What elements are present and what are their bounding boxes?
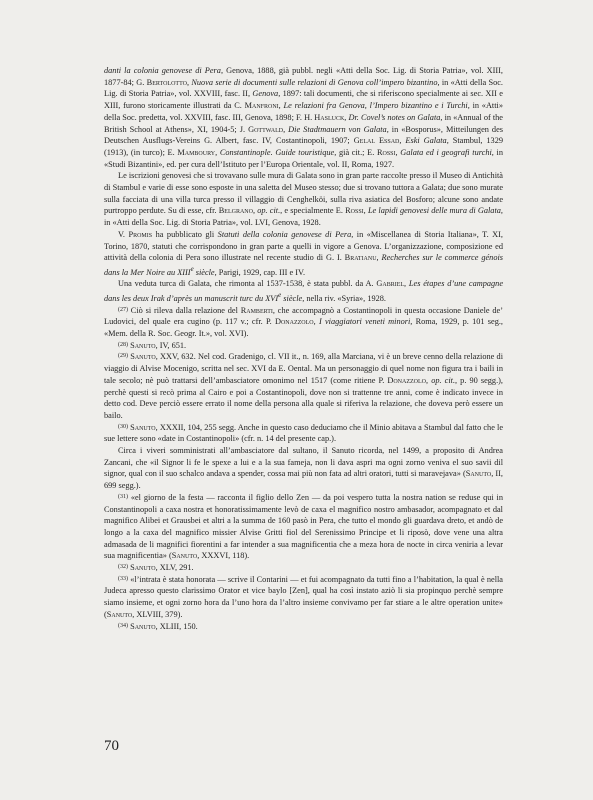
paragraph: Una veduta turca di Galata, che rimonta al 1537-1538, è stata pubbl. da A. Gabriel, Les étapes d’une campagne dans les deux Irak d’après un manuscrit turc du XVIe siècle, nella riv. «Syria», 1928. bbox=[104, 279, 503, 303]
paragraph: $^{(31)}$ «el giorno de la festa — racconta il figlio dello Zen — da poi vespero tutta la nostra nation se reduse qui in Constantinopoli a caxa nostra et honoratissimamente levò de caxa el magnifico nostro ambasador, acompagnato et dal magnifico Alibei et Grausbei et altri a la summa de 160 pasò in Pera, che tutto el mondo gli guardava dreto, et andò de longo a la caxa del magnifico missier Alvise Gritti fiol del Serenissimo Principe et li riposò, dove vene una altra admasada de li magnifici fiorentini a far intender a sua magnificentia che a meza hora de nocte in circa veniria a levar sua magnificentia» (Sanuto, XXXVI, 118). bbox=[104, 492, 503, 561]
page-number: 70 bbox=[104, 738, 119, 754]
paragraph: $^{(32)}$ Sanuto, XLV, 291. bbox=[118, 563, 194, 573]
paragraph: $^{(34)}$ Sanuto, XLIII, 150. bbox=[118, 621, 198, 631]
paragraph: $^{(33)}$ «l’intrata è stata honorata — scrive il Contarini — et fui acompagnato da tutti fino a l’habitation, la qual è nella Judeca apresso questo clarissimo Orator et vice baylo [Zen], qual ha così instato aziò li sia propinquo perchè sempre siamo insieme, et ogni zorno hora da l’uno hora da l’altro insieme convivamo per far stiare a le altre operation unite» (Sanuto, XLVIII, 379). bbox=[104, 574, 503, 619]
paragraph: $^{(30)}$ Sanuto, XXXII, 104, 255 segg. Anche in questo caso deduciamo che il Minio abitava a Stambul dal fatto che le sue lettere sono «date in Costantinopoli» (cfr. n. 14 del presente cap.). bbox=[104, 422, 504, 444]
paragraph: Circa i viveri somministrati all’ambasciatore dal sultano, il Sanuto ricorda, nel 1499, a proposito di Andrea Zancani, che «il Signor li fe le spexe a lui e a la sua fameja, non li dava aspri ma ogni zorno veniva el suo savii dil signor, qual con il suo schalco andava a spender, cossa mai più non fata ad altri oratori, tutti si maravejava» (Sanuto, II, 699 segg.). bbox=[104, 446, 504, 491]
paragraph: $^{(27)}$ Ciò si rileva dalla relazione del Ramberti, che accompagnò a Costantinopoli in questa occasione Daniele de’ Ludovici, del quale era cugino (p. 117 v.; cfr. P. Donazzolo, I viaggiatori veneti minori, Roma, 1929, p. 101 seg., «Mem. della R. Soc. Geogr. It.», vol. XVI). bbox=[104, 305, 504, 338]
paragraph: Le iscrizioni genovesi che si trovavano sulle mura di Galata sono in gran parte raccolte presso il Museo di Antichità di Stambul e varie di esse sono esposte in una saletta del Museo stesso; due si trovano tuttora a Galata; due sono murate sulla facciata di una villa turca presso il villaggio di Cenghelköi, sulla riva asiatica del Bosforo; alcune sono andate purtroppo perdute. Su di esse, cfr. Belgrano, op. cit., e specialmente E. Rossi, Le lapidi genovesi delle mura di Galata, in «Atti della Soc. Lig. di Storia Patria», vol. LVI, Genova, 1928. bbox=[104, 171, 503, 228]
paragraph: V. Promis ha pubblicato gli Statuti della colonia genovese di Pera, in «Miscellanea di Storia Italiana», T. XI, Torino, 1870, statuti che corrispondono in gran parte a quelli in vigore a Genova. L’organizzazione, composizione ed attività della colonia di Pera sono illustrate nel recente studio di G. I. Bratianu, Recherches sur le commerce génois dans la Mer Noire au XIIIe siècle, Parigi, 1929, cap. III e IV. bbox=[104, 229, 504, 277]
paragraph: $^{(29)}$ Sanuto, XXV, 632. Nel cod. Gradenigo, cl. VII it., n. 169, alla Marciana, vi è un breve cenno della relazione di viaggio di Alvise Mocenigo, scritta nel sec. XVI da E. Oental. Ma un personaggio di quel nome non figura tra i baili in tale secolo; nè può trattarsi dell’ambasciatore omonimo nel 1517 (come ritiene P. Donazzolo, op. cit., p. 90 segg.), perchè questi si recò prima al Cairo e poi a Costantinopoli, dove non si trattenne tre anni, come è indicato invece in detto cod. Deve perciò essere errato il nome della persona alla quale si riferiva la relazione, che doveva però essere un bailo. bbox=[104, 352, 503, 420]
paragraph: danti la colonia genovese di Pera, Genova, 1888, già pubbl. negli «Atti della Soc. Lig. di Storia Patria», vol. XIII, 1877-84; G. Bertolotto, Nuova serie di documenti sulle relazioni di Genova coll’impero bizantino, in «Atti della Soc. Lig. di Storia Patria», vol. XXVIII, fasc. II, Genova, 1897: tali documenti, che si riferiscono specialmente ai sec. XII e XIII, furono storicamente illustrati da C. Manfroni, Le relazioni fra Genova, l’Impero bizantino e i Turchi, in «Atti» della Soc. predetta, vol. XXVIII, fasc. III, Genova, 1898; F. H. Hasluck, Dr. Covel’s notes on Galata, in «Annual of the British School at Athens», XI, 1904-5; J. Gottwald, Die Stadtmauern von Galata, in «Bosporus», Mitteilungen des Deutschen Ausflugs-Vereins G. Albert, fasc. IV, Costantinopoli, 1907; Gelal Essad, Eski Galata, Stambul, 1329 (1913), (in turco); E. Mamboury, Constantinople. Guide touristique, già cit.; E. Rossi, Galata ed i geografi turchi, in «Studi Bizantini», ed. per cura dell’Istituto per l’Europa Orientale, vol. II, Roma, 1927. bbox=[104, 66, 504, 169]
body-text bbox=[104, 65, 503, 632]
paragraph: $^{(28)}$ Sanuto, IV, 651. bbox=[118, 340, 187, 350]
